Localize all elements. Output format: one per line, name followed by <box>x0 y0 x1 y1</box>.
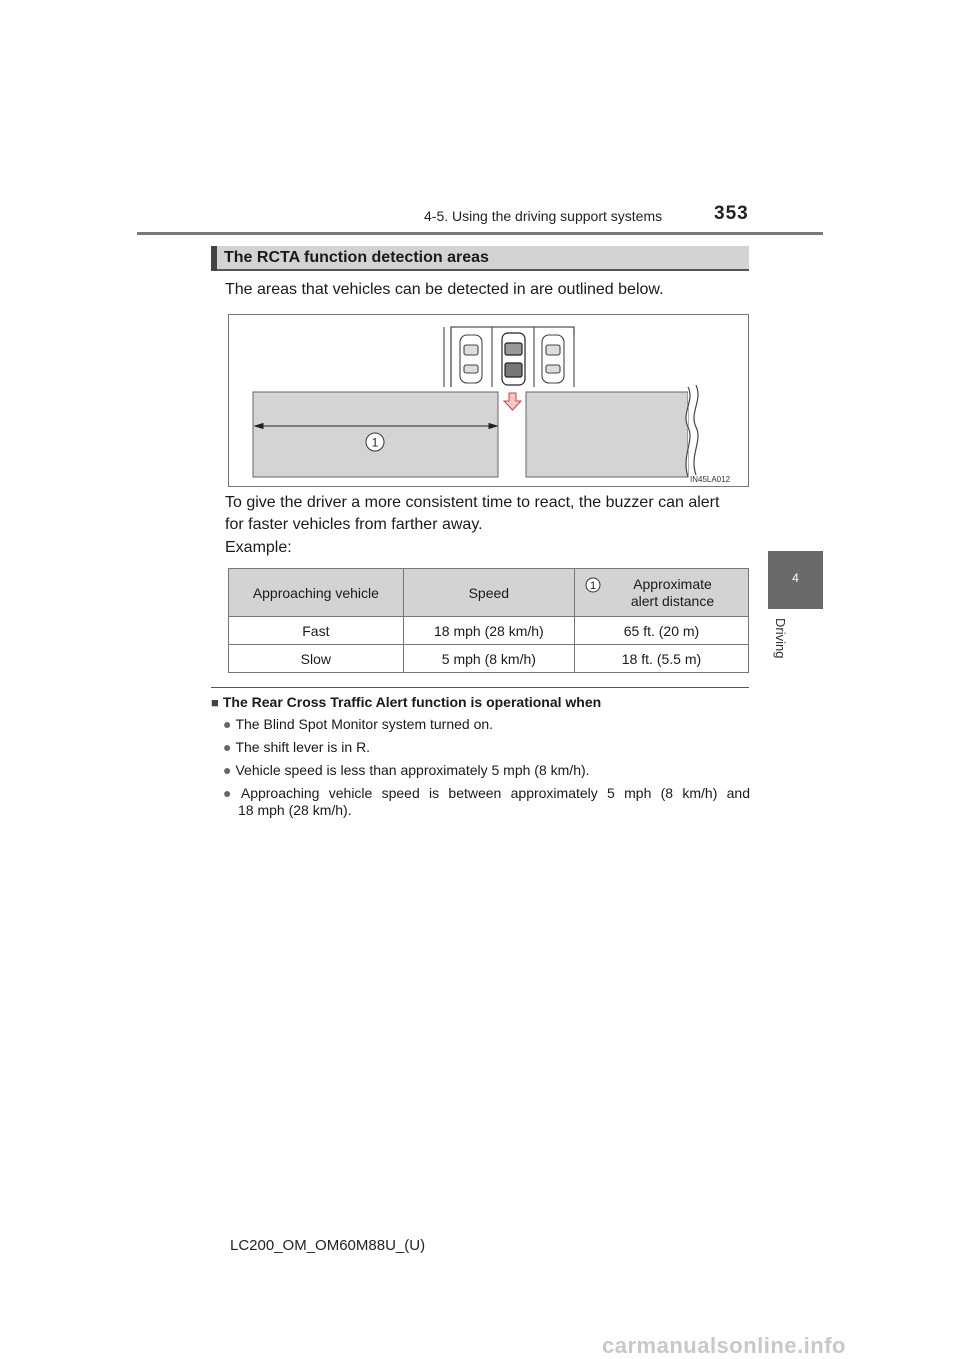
header-section-title: 4-5. Using the driving support systems <box>424 208 663 224</box>
chapter-tab-label: Driving <box>773 618 788 659</box>
chapter-tab-number: 4 <box>792 571 799 585</box>
section-heading-accent <box>211 246 217 271</box>
header-rule <box>137 232 823 235</box>
detection-area-right <box>526 392 688 477</box>
watermark: carmanualsonline.info <box>602 1333 846 1358</box>
list-item-continuation: 18 mph (28 km/h). <box>238 802 352 818</box>
example-label: Example: <box>225 539 292 556</box>
bullet-icon: ● <box>223 762 232 778</box>
callout-circle-icon <box>585 577 601 593</box>
bullet-icon: ● <box>223 785 237 801</box>
list-item: ● The Blind Spot Monitor system turned on. <box>223 716 494 732</box>
page-number: 353 <box>714 203 749 224</box>
bullet-icon: ● <box>223 716 232 732</box>
reversing-vehicle <box>502 333 525 385</box>
alert-distance-table <box>228 568 749 673</box>
list-item: ● Vehicle speed is less than approximately 5 mph (8 km/h). <box>223 762 590 778</box>
square-marker-icon: ■ <box>211 695 219 710</box>
table-cell: 18 ft. (5.5 m) <box>574 645 748 673</box>
paragraph-line-1: To give the driver a more consistent time to react, the buzzer can alert <box>225 494 720 511</box>
svg-text:1: 1 <box>589 580 597 592</box>
intro-text: The areas that vehicles can be detected in are outlined below. <box>225 281 664 298</box>
table-cell: Slow <box>229 645 404 673</box>
table-cell: 5 mph (8 km/h) <box>403 645 574 673</box>
parked-car-left <box>460 335 482 383</box>
diagram-code: IN45LA012 <box>690 475 731 484</box>
table-cell: Fast <box>229 617 404 645</box>
callout-number: 1 <box>371 435 379 450</box>
alert-distance-header: Approximate alert distance <box>630 575 715 609</box>
detection-area-illustration <box>229 315 748 486</box>
table-header-cell <box>574 569 748 617</box>
table-row <box>229 617 749 645</box>
table-cell: 65 ft. (20 m) <box>574 617 748 645</box>
table-cell: 18 mph (28 km/h) <box>403 617 574 645</box>
parked-car-right <box>542 335 564 383</box>
bullet-icon: ● <box>223 739 232 755</box>
notes-rule <box>211 687 749 688</box>
chapter-tab-label-wrap <box>770 618 790 678</box>
notes-heading: ■ The Rear Cross Traffic Alert function is operational when <box>211 694 602 710</box>
list-item: ● Approaching vehicle speed is between approximately 5 mph (8 km/h) and <box>223 785 750 801</box>
table-row <box>229 645 749 673</box>
section-title: The RCTA function detection areas <box>224 249 489 266</box>
table-header-cell: Speed <box>403 569 574 617</box>
footer-code: LC200_OM_OM60M88U_(U) <box>230 1237 426 1254</box>
break-line-outer <box>694 385 698 475</box>
table-header-row <box>229 569 749 617</box>
table-header-cell: Approaching vehicle <box>229 569 404 617</box>
reverse-arrow <box>504 393 521 410</box>
detection-area-diagram <box>228 314 749 487</box>
list-item: ● The shift lever is in R. <box>223 739 371 755</box>
paragraph-line-2: for faster vehicles from farther away. <box>225 516 483 533</box>
